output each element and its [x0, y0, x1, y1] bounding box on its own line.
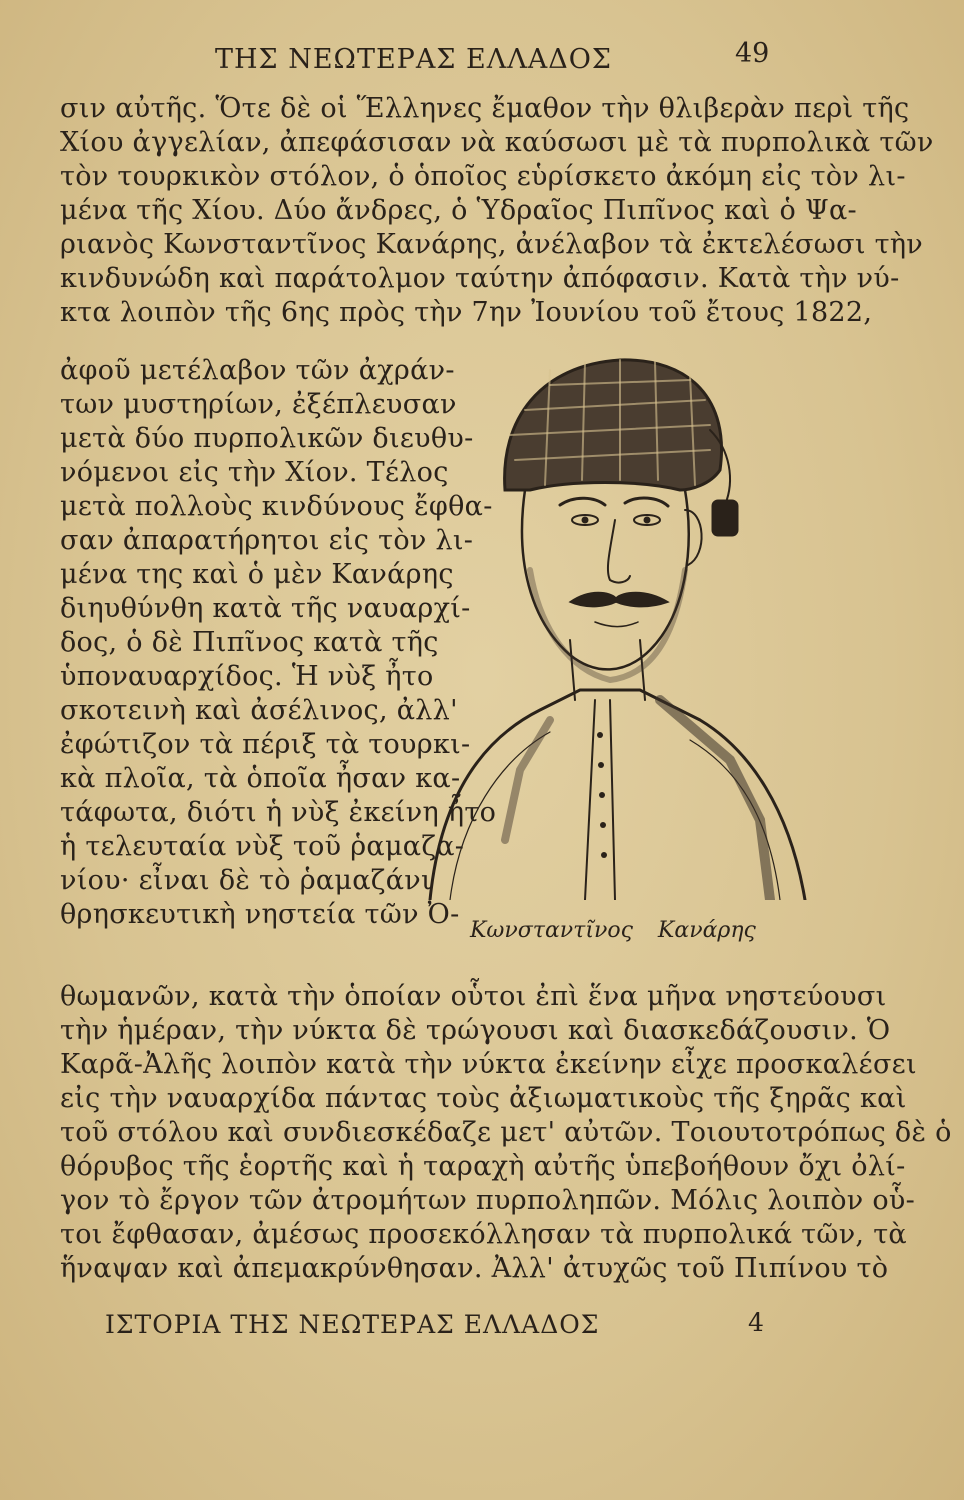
- page-footer: [0, 1308, 964, 1344]
- column-line: μένα της καὶ ὁ μὲν Κανάρης: [60, 559, 454, 590]
- column-line: ὑποναυαρχίδος. Ἡ νὺξ ἦτο: [60, 661, 434, 692]
- text-line: τοι ἔφθασαν, ἀμέσως προσεκόλλησαν τὰ πυρπολικά τῶν, τὰ: [60, 1219, 907, 1250]
- footer-title: ΙΣΤΟΡΙΑ ΤΗΣ ΝΕΩΤΕΡΑΣ ΕΛΛΑΔΟΣ: [105, 1310, 600, 1339]
- text-line: Καρᾶ-Ἀλῆς λοιπὸν κατὰ τὴν νύκτα ἐκείνην εἶχε προσκαλέσει: [60, 1049, 917, 1080]
- text-line: τὴν ἡμέραν, τὴν νύκτα δὲ τρώγουσι καὶ διασκεδάζουσιν. Ὁ: [60, 1015, 891, 1046]
- running-header: [0, 38, 964, 78]
- text-line: γον τὸ ἔργον τῶν ἀτρομήτων πυρποληπῶν. Μόλις λοιπὸν οὗ-: [60, 1185, 916, 1216]
- column-line: ἐφώτιζον τὰ πέριξ τὰ τουρκι-: [60, 729, 471, 760]
- column-line: δος, ὁ δὲ Πιπῖνος κατὰ τῆς: [60, 627, 439, 658]
- column-line: κὰ πλοῖα, τὰ ὁποῖα ἦσαν κα-: [60, 763, 461, 794]
- column-line: ἀφοῦ μετέλαβον τῶν ἀχράν-: [60, 355, 455, 386]
- text-line: τοῦ στόλου καὶ συνδιεσκέδαζε μετ' αὐτῶν. Τοιουτοτρόπως δὲ ὁ: [60, 1117, 952, 1148]
- page-number: 49: [735, 38, 770, 69]
- text-line: σιν αὐτῆς. Ὅτε δὲ οἱ Ἕλληνες ἔμαθον τὴν θλιβερὰν περὶ τῆς: [60, 93, 910, 124]
- text-line: Χίου ἀγγελίαν, ἀπεφάσισαν νὰ καύσωσι μὲ τὰ πυρπολικὰ τῶν: [60, 127, 934, 158]
- running-title: ΤΗΣ ΝΕΩΤΕΡΑΣ ΕΛΛΑΔΟΣ: [215, 44, 612, 75]
- text-line: θωμανῶν, κατὰ τὴν ὁποίαν οὗτοι ἐπὶ ἕνα μῆνα νηστεύουσι: [60, 981, 887, 1012]
- portrait-illustration: [410, 340, 810, 900]
- portrait-caption: Κωνσταντῖνος Κανάρης: [470, 918, 756, 943]
- text-line: μένα τῆς Χίου. Δύο ἄνδρες, ὁ Ὑδραῖος Πιπῖνος καὶ ὁ Ψα-: [60, 195, 857, 226]
- text-line: ριανὸς Κωνσταντῖνος Κανάρης, ἀνέλαβον τὰ ἐκτελέσωσι τὴν: [60, 229, 924, 260]
- text-line: θόρυβος τῆς ἑορτῆς καὶ ἡ ταραχὴ αὐτῆς ὑπεβοήθουν ὄχι ὀλί-: [60, 1151, 906, 1182]
- text-line: τὸν τουρκικὸν στόλον, ὁ ὁποῖος εὑρίσκετο ἀκόμη εἰς τὸν λι-: [60, 161, 906, 192]
- column-line: νόμενοι εἰς τὴν Χίον. Τέλος: [60, 457, 449, 488]
- column-line: σαν ἀπαρατήρητοι εἰς τὸν λι-: [60, 525, 474, 556]
- column-line: θρησκευτικὴ νηστεία τῶν Ὀ-: [60, 899, 460, 930]
- column-line: νίου· εἶναι δὲ τὸ ῥαμαζάνι: [60, 865, 432, 896]
- column-line: μετὰ πολλοὺς κινδύνους ἔφθα-: [60, 491, 493, 522]
- column-line: σκοτεινὴ καὶ ἀσέλινος, ἀλλ': [60, 695, 458, 726]
- column-line: τάφωτα, διότι ἡ νὺξ ἐκείνη ἦτο: [60, 797, 497, 828]
- text-line: εἰς τὴν ναυαρχίδα πάντας τοὺς ἀξιωματικοὺς τῆς ξηρᾶς καὶ: [60, 1083, 907, 1114]
- portrait-engraving: [410, 340, 810, 900]
- column-line: των μυστηρίων, ἐξέπλευσαν: [60, 389, 457, 420]
- signature-mark: 4: [748, 1308, 764, 1337]
- text-line: κινδυνώδη καὶ παράτολμον ταύτην ἀπόφασιν. Κατὰ τὴν νύ-: [60, 263, 900, 294]
- text-line: κτα λοιπὸν τῆς 6ης πρὸς τὴν 7ην Ἰουνίου τοῦ ἔτους 1822,: [60, 297, 873, 328]
- column-line: διηυθύνθη κατὰ τῆς ναυαρχί-: [60, 593, 471, 624]
- column-line: μετὰ δύο πυρπολικῶν διευθυ-: [60, 423, 474, 454]
- column-line: ἡ τελευταία νὺξ τοῦ ῥαμαζα-: [60, 831, 465, 862]
- text-line: ἥναψαν καὶ ἀπεμακρύνθησαν. Ἀλλ' ἀτυχῶς τοῦ Πιπίνου τὸ: [60, 1253, 889, 1284]
